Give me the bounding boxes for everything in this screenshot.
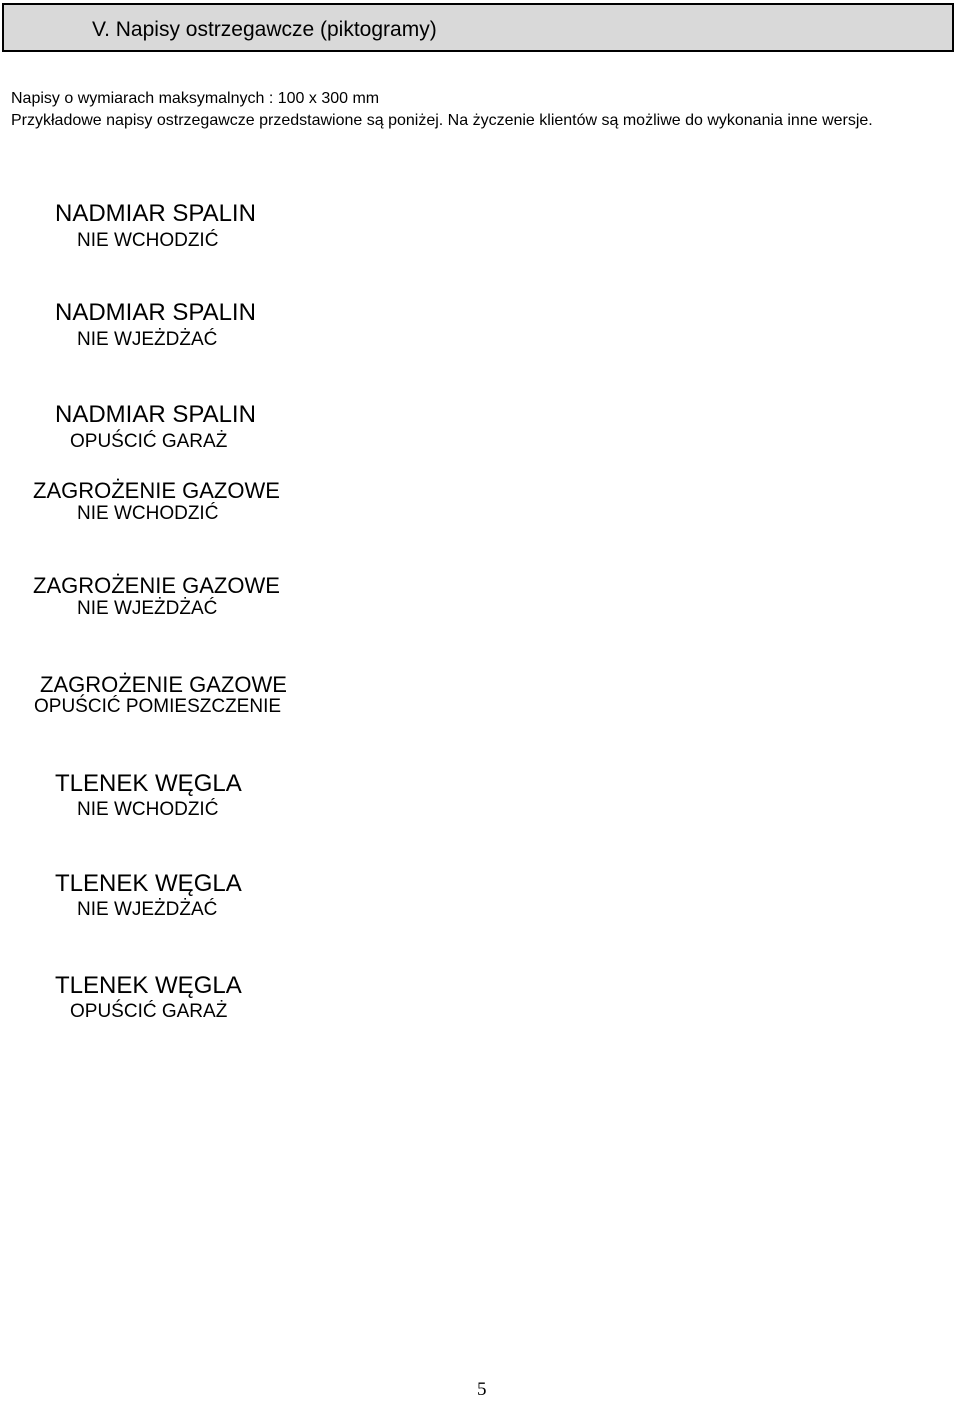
sign-subtitle: OPUŚCIĆ GARAŻ	[70, 431, 228, 452]
sign-title: ZAGROŻENIE GAZOWE	[40, 672, 287, 697]
sign-subtitle: NIE WJEŻDŻAĆ	[77, 598, 218, 619]
sign-title: NADMIAR SPALIN	[55, 299, 256, 326]
sign-title: ZAGROŻENIE GAZOWE	[33, 573, 280, 598]
section-header	[2, 3, 954, 52]
sign-title: ZAGROŻENIE GAZOWE	[33, 478, 280, 503]
page-number: 5	[477, 1379, 487, 1400]
sign-title: NADMIAR SPALIN	[55, 200, 256, 227]
intro-dimensions: Napisy o wymiarach maksymalnych : 100 x 300 mm	[11, 90, 380, 107]
sign-title: TLENEK WĘGLA	[55, 770, 242, 797]
sign-title: TLENEK WĘGLA	[55, 870, 242, 897]
sign-title: TLENEK WĘGLA	[55, 972, 242, 999]
sign-subtitle: NIE WJEŻDŻAĆ	[77, 899, 218, 920]
sign-subtitle: OPUŚCIĆ GARAŻ	[70, 1001, 228, 1022]
sign-subtitle: NIE WCHODZIĆ	[77, 503, 219, 524]
sign-title: NADMIAR SPALIN	[55, 401, 256, 428]
intro-text	[11, 88, 956, 132]
sign-subtitle: OPUŚCIĆ POMIESZCZENIE	[34, 696, 282, 717]
section-title: V. Napisy ostrzegawcze (piktogramy)	[92, 18, 437, 41]
intro-description: Przykładowe napisy ostrzegawcze przedstawione są poniżej. Na życzenie klientów są możliwe do wykonania inne wersje.	[11, 112, 873, 129]
sign-subtitle: NIE WJEŻDŻAĆ	[77, 329, 218, 350]
sign-subtitle: NIE WCHODZIĆ	[77, 799, 219, 820]
sign-subtitle: NIE WCHODZIĆ	[77, 230, 219, 251]
